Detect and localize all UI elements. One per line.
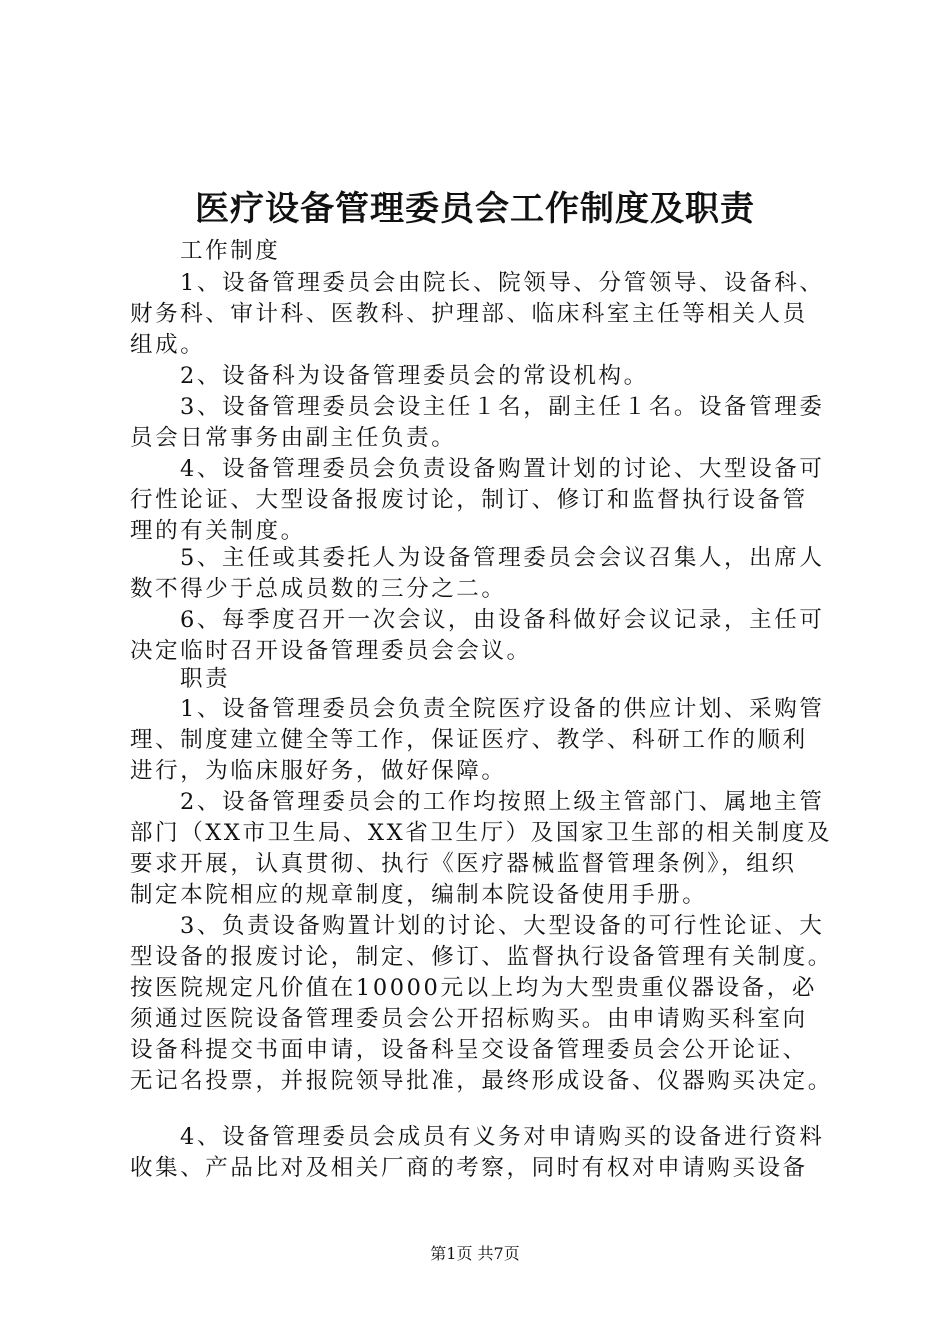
document-title: 医疗设备管理委员会工作制度及职责	[195, 189, 755, 229]
paragraph-line: 3、负责设备购置计划的讨论、大型设备的可行性论证、大	[180, 913, 825, 939]
paragraph-line: 理、制度建立健全等工作，保证医疗、教学、科研工作的顺利	[130, 727, 808, 753]
paragraph-line: 数不得少于总成员数的三分之二。	[130, 576, 507, 602]
paragraph-line: 财务科、审计科、医教科、护理部、临床科室主任等相关人员	[130, 301, 808, 327]
paragraph-line: 1、设备管理委员会负责全院医疗设备的供应计划、采购管	[180, 696, 825, 722]
paragraph-line: 2、设备科为设备管理委员会的常设机构。	[180, 363, 649, 389]
paragraph-line: 按医院规定凡价值在10000元以上均为大型贵重仪器设备，必	[130, 975, 817, 1001]
section-heading: 工作制度	[180, 238, 281, 264]
paragraph-line: 型设备的报废讨论，制定、修订、监督执行设备管理有关制度。	[130, 944, 833, 970]
paragraph-line: 员会日常事务由副主任负责。	[130, 425, 457, 451]
paragraph-line: 4、设备管理委员会成员有义务对申请购买的设备进行资料	[180, 1124, 825, 1150]
paragraph-line: 2、设备管理委员会的工作均按照上级主管部门、属地主管	[180, 789, 825, 815]
paragraph-line: 行性论证、大型设备报废讨论，制订、修订和监督执行设备管	[130, 487, 808, 513]
paragraph-line: 组成。	[130, 332, 206, 358]
paragraph-line: 5、主任或其委托人为设备管理委员会会议召集人，出席人	[180, 545, 825, 571]
paragraph-line: 1、设备管理委员会由院长、院领导、分管领导、设备科、	[180, 270, 825, 296]
section-heading: 职责	[180, 666, 231, 692]
paragraph-line: 制定本院相应的规章制度，编制本院设备使用手册。	[130, 882, 708, 908]
paragraph-line: 无记名投票，并报院领导批准，最终形成设备、仪器购买决定。	[130, 1068, 833, 1094]
paragraph-line: 6、每季度召开一次会议，由设备科做好会议记录，主任可	[180, 607, 825, 633]
paragraph-line: 决定临时召开设备管理委员会会议。	[130, 638, 532, 664]
paragraph-line: 进行，为临床服好务，做好保障。	[130, 758, 507, 784]
paragraph-line: 理的有关制度。	[130, 518, 306, 544]
paragraph-line: 3、设备管理委员会设主任１名，副主任１名。设备管理委	[180, 394, 825, 420]
page-footer: 第1页 共7页	[430, 1244, 520, 1263]
paragraph-line: 部门（XX市卫生局、XX省卫生厅）及国家卫生部的相关制度及	[130, 820, 832, 846]
paragraph-line: 收集、产品比对及相关厂商的考察，同时有权对申请购买设备	[130, 1155, 808, 1181]
paragraph-line: 4、设备管理委员会负责设备购置计划的讨论、大型设备可	[180, 456, 825, 482]
paragraph-line: 设备科提交书面申请，设备科呈交设备管理委员会公开论证、	[130, 1037, 808, 1063]
paragraph-line: 要求开展，认真贯彻、执行《医疗器械监督管理条例》，组织	[130, 851, 797, 877]
paragraph-line: 须通过医院设备管理委员会公开招标购买。由申请购买科室向	[130, 1006, 808, 1032]
